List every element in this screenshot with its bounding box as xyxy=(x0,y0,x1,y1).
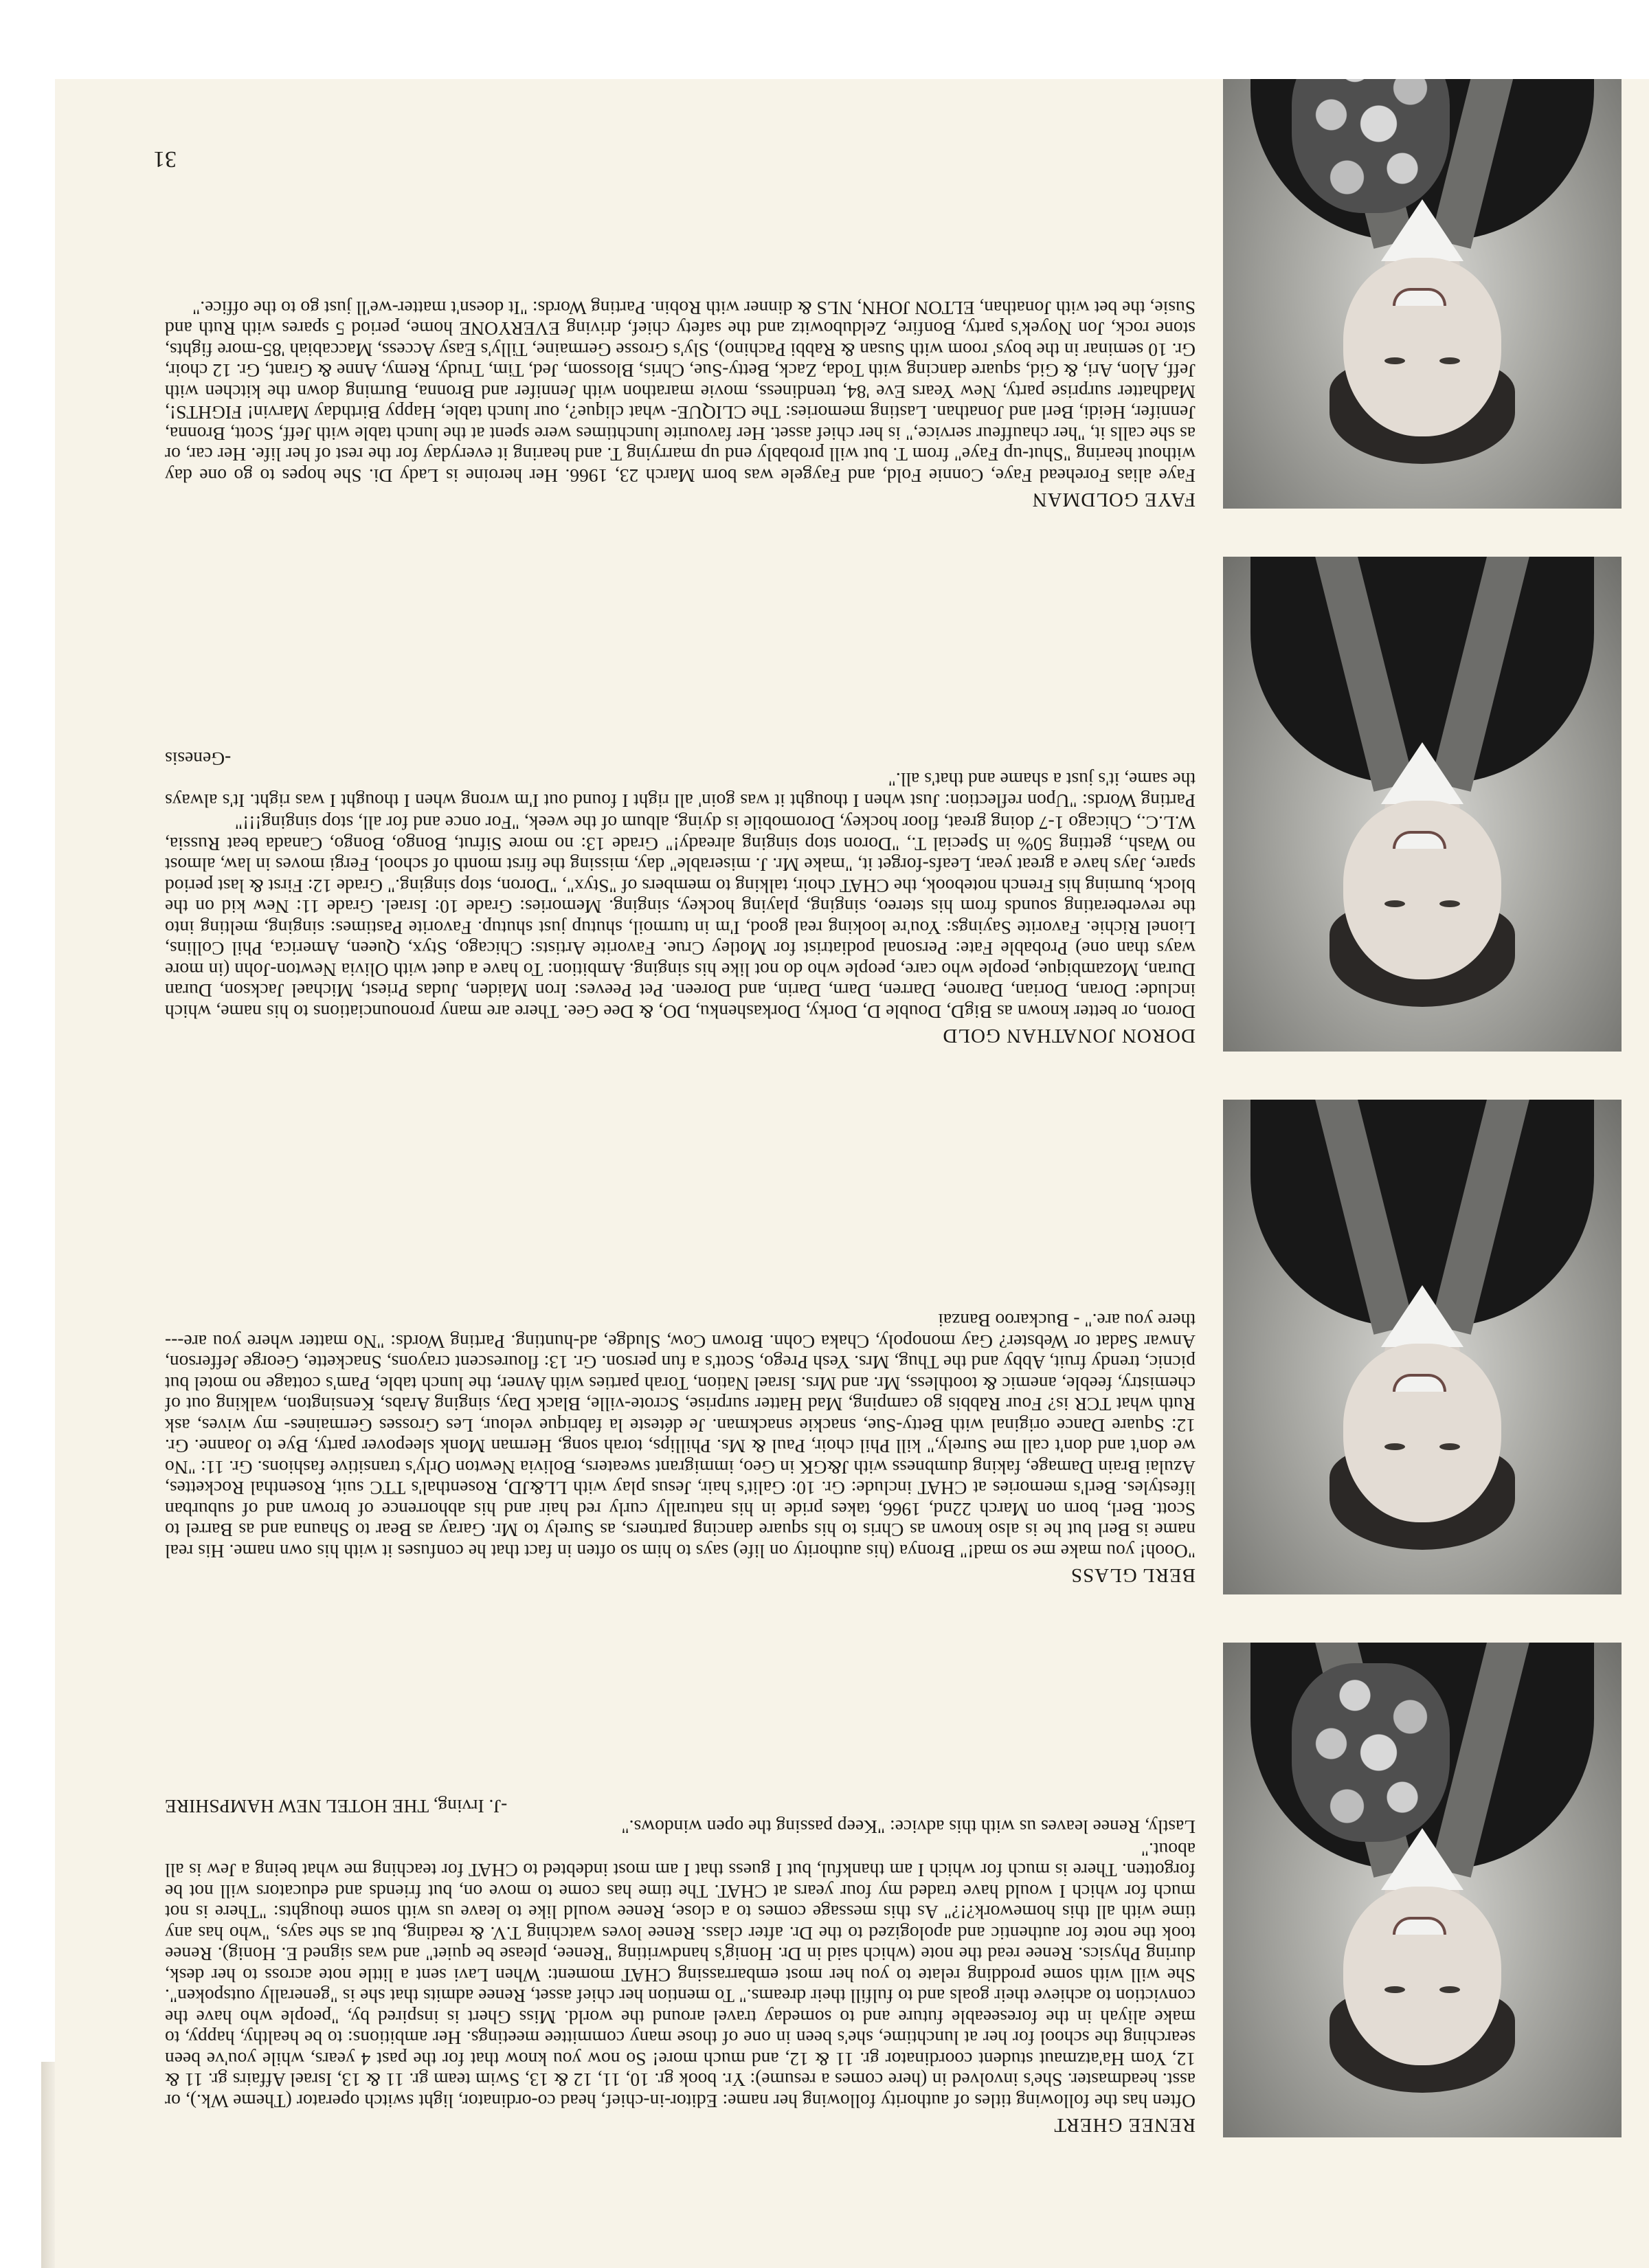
entry-signature: -J. Irving, THE HOTEL NEW HAMPSHIRE xyxy=(165,1796,508,1817)
portrait-photo-doron-gold xyxy=(1223,557,1622,1052)
page-number: 31 xyxy=(153,146,177,172)
biography-column xyxy=(165,179,1196,2137)
entry-signature: -Genesis xyxy=(165,748,232,770)
yearbook-page xyxy=(55,79,1649,2268)
entry-renee-ghert xyxy=(165,1796,1196,2138)
entry-body: Often has the following titles of authority following her name: Editor-in-chief, head co-ordinator, light switch operator (Theme Wk.), or asst. headmaster. She's involved in (here comes a resume): Yr. book gr. 10, 11, 12 & 13, Swim team gr. 11 & 13, Israel Affairs gr. 11 & 12, Yom Ha'atzmaut student coordinator gr. 11 & 12, and much more! So now you know that for the past 4 years, while you've been searching the school for her at lunchtime, she's been in one of those many committee meetings. Her ambitions: to be healthy, happy, to make aliyah in the foreseeable future and to someday travel around the world. Miss Ghert is inspired by, "people who have the conviction to achieve their goals and to fulfill their dreams." To mention her chief asset, Renee admits that she is "generally outspoken". She will with some prodding relate to you her most embarrassing CHAT moment: When Lavi sent a little note across to her desk, during Physics. Renee read the note (which said in Dr. Honig's handwriting "Renee, please be quiet" and was signed E. Honig). Renee took the note for authentic and apologized to the Dr. after class. Renee loves watching T.V. & reading, but as she says, "who has any time with all this homework?!?" As this message comes to a close, Renee would like to leave us with some thoughts: "There is not much for which I would have traded my four years at CHAT. The time has come to move on, but friends and educators will not be forgotten. There is much for which I am thankful, but I guess that I am most indebted to CHAT for teaching me what being a Jew is all about." xyxy=(165,1839,1196,2112)
scan-edge xyxy=(41,2062,55,2268)
entry-faye-goldman xyxy=(165,298,1196,513)
entry-name: BERL GLASS xyxy=(1070,1564,1196,1586)
bouquet-icon xyxy=(1292,1663,1450,1842)
entry-name: RENEE GHERT xyxy=(1053,2114,1196,2136)
entry-body: "Oooh! you make me so mad!" Bronya (his authority on life) says to him so often in fact that he confuses it with his own name. His real name is Berl but he is also known as Chris to his square dancing partners, as Surely to Mr. Garay as Bear to Shauna and as Barrel to Scott. Berl, born on March 22nd, 1966, takes pride in his naturally curly red hair and his abhorrence of brown and of suburban lifestyles. Berl's memories at CHAT include: Gr. 10: Galit's hair, Jesus play with LL&JD, Rosenthal's TTC suit, Rosenthal Rockettes, Azulai Brain Damage, faking dumbness with J&GK in Geo, immigrant sweaters, Bolivia Newton Orly's transitive fashions. Gr. 11: "No we don't and don't call me Surely," kill Phil choir, Paul & Ms. Phillips, torah song, Herman Monk sleepover party, Bye to Joanne. Gr. 12: Square Dance original with Betty-Sue, snackie snackman. Je déteste la fabrique velour, Les Grosses Germaines- my wives, ask Ruth what TCR is? Four Rabbis go camping, Mad Hatter surprise, Scrote-ville, Black Day, singing Arabs, Kensington, walking out of chemistry, feeble, anemic & toothless, Mr. and Mrs. Israel Nation, Torah parties with Avner, the lunch table, Pam's cottage no motel but picnic, trendy fruit, Abby and the Thug, Mrs. Yesh Prego, Scott's a fun person. Gr. 13: flourescent crayons, Snackette, George Jefferson, Anwar Sadat or Webster? Gay monopoly, Chaka Cohn. Brown Cow, Sludge, ad-hunting. Parting Words: "No matter where you are---there you are." - Buckaroo Banzai xyxy=(165,1310,1196,1562)
page-content xyxy=(55,79,1649,2268)
entry-closing: Lastly, Renee leaves us with this advice: "Keep passing the open windows." xyxy=(621,1816,1196,1838)
entry-body: Doron, or better known as BigD, Double D, Dorky, Dorkashenku, DO, & Dee Gee. There are many pronounciations to his name, which include: Doran, Dorian, Darone, Darren, Darn, Darin, and Doreen. Pet Peeves: Iron Maiden, Judas Priest, Michael Jackson, Duran Duran, Mozambique, people who care, people who do not like his singing. Ambition: To have a duet with Olivia Newton-John (in more ways than one) Probable Fate: Personal podiatrist for Motley Crue. Favorite Artists: Chicago, Styx, Queen, America, Phil Collins, Lionel Richie. Favorite Sayings: You're looking real good, I'm in turmoil, shutup just shutup. Favorite Pastimes: singing, melting into the reverberating sounds from his stereo, singing, playing hockey, singing. Memories: Grade 10: Israel. Grade 11: New kid on the block, burning his French notebook, the CHAT choir, talking to members of "Styx", "Doron, stop singing." Grade 12: First & last period spare, Jays have a great year, Leafs-forget it, "make Mr. J. miserable" day, missing the first month of school, Fergi moves in law, almost no Wash., getting 50% in Special T., "Doron stop singing already!" Grade 13: no more Sifrut, Bongo, Bongo, Canada beat Russia, W.L.C., Chicago 1-7 doing great, floor hockey, Doromobile is dying, album of the week, "For once and for all, stop singing!!!" xyxy=(165,812,1196,1023)
portrait-photo-berl-glass xyxy=(1223,1100,1622,1594)
entry-name: FAYE GOLDMAN xyxy=(1031,489,1196,511)
portrait-photo-faye-goldman xyxy=(1223,79,1622,509)
entry-body: Faye alias Forehead Faye, Connie Fold, and Faygele was born March 23, 1966. Her heroine is Lady Di. She hopes to go one day without hearing "Shut-up Faye" from T. but will probably end up marrying T. and hearing it everyday for the rest of her life. Her car, or as she calls it, "her chauffeur service," is her chief asset. Her favourite lunchtimes were spent at the lunch table with Jeff, Scott, Bronna, Jennifer, Heidi, Berl and Jonathan. Lasting memories: The CLIQUE- what clique?, our lunch table, Happy Birthday Marvin! FIGHTS!, Madhatter surprise party, New Years Eve '84, trendiness, movie marathon with Jennifer and Bronna, Burning down the kitchen with Jeff, Alon, Ari, & Gid, square dancing with Toda, Zack, Betty-Sue, Chris, Blossom, Jed, Tim, Trudy, Remy, Anne & Grant, Gr. 12 choir, Gr. 10 seminar in the boys' room with Susan & Rabbi Pachino), Sly's Grosse Germaine, Tilly's Easy Access, Maccabiah '85-more fights, stone rock, Jon Noyek's party, Bonfire, Zeldubowitz and the safety chief, driving EVERYONE home, period 5 spares with Ruth and Susie, the bet with Jonathan, ELTON JOHN, NLS & dinner with Robin. Parting Words: "It doesn't matter-we'll just go to the office." xyxy=(165,298,1196,487)
entry-doron-gold xyxy=(165,748,1196,1049)
portrait-column xyxy=(1223,179,1622,2137)
entry-closing: Parting Words: "Upon reflection: Just when I thought it was goin' all right I found out I'm wrong when I thought I was right. It's always the same, it's just a shame and that's all." xyxy=(165,769,1196,812)
portrait-photo-renee-ghert xyxy=(1223,1643,1622,2137)
entry-berl-glass xyxy=(165,1310,1196,1588)
entry-name: DORON JONATHAN GOLD xyxy=(942,1025,1196,1047)
